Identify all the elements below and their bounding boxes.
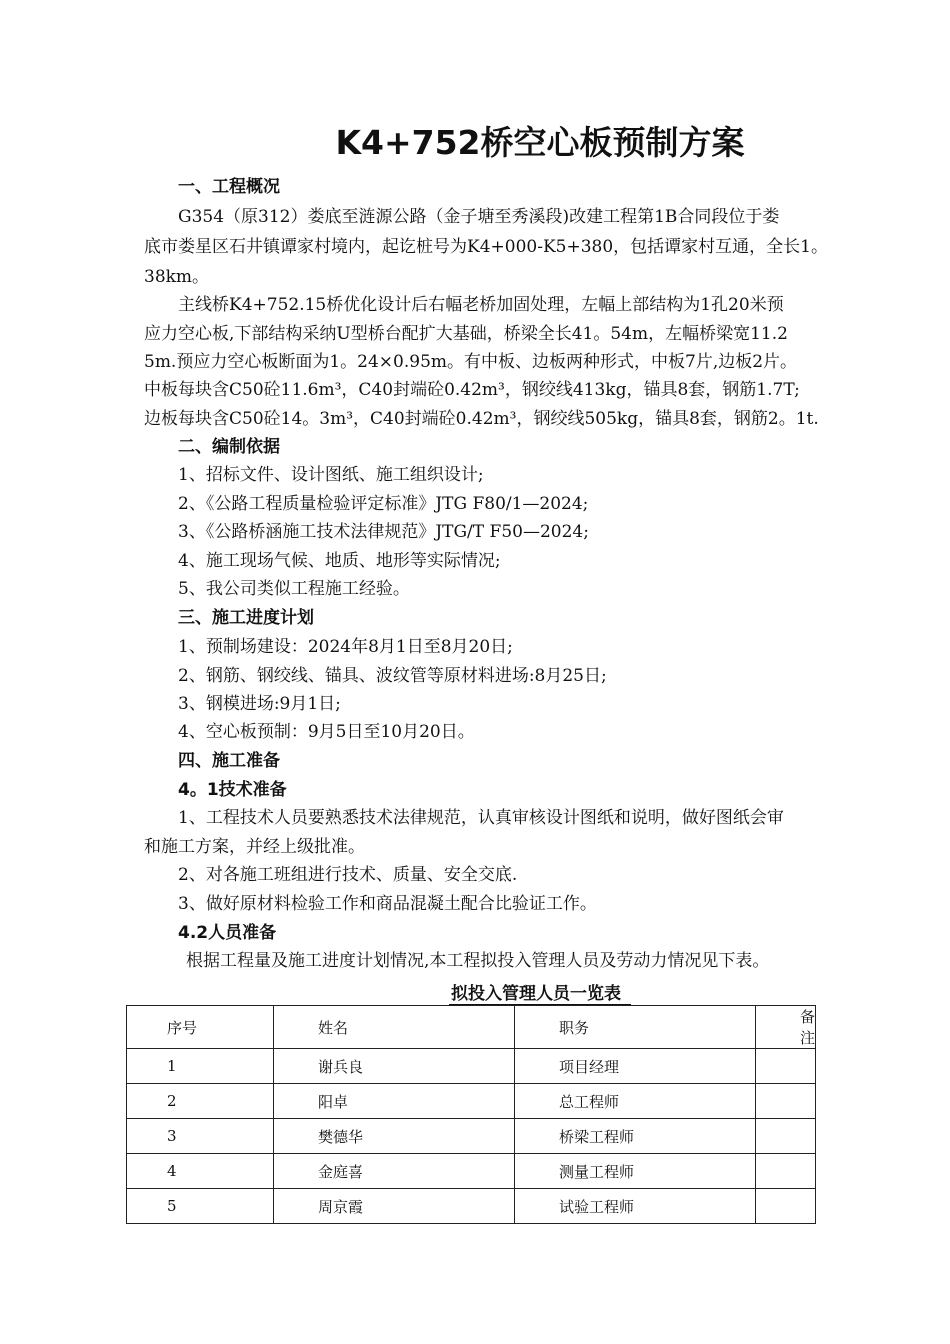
section-heading-preparation: 四、施工准备	[178, 751, 280, 771]
table-cell: 桥梁工程师	[514, 1119, 755, 1154]
table-cell	[755, 1084, 815, 1119]
paragraph-line: 3、做好原材料检验工作和商品混凝土配合比验证工作。	[178, 894, 597, 914]
table-row	[127, 1154, 816, 1189]
table-cell: 2	[127, 1084, 274, 1119]
table-cell	[755, 1049, 815, 1084]
table-cell: 5	[127, 1189, 274, 1224]
section-heading-schedule: 三、施工进度计划	[178, 608, 314, 628]
table-header-cell: 姓名	[273, 1006, 514, 1049]
table-cell: 金庭喜	[273, 1154, 514, 1189]
section-heading-overview: 一、工程概况	[178, 177, 280, 197]
subsection-heading-technical: 4。1技术准备	[178, 780, 287, 800]
table-header-cell: 职务	[514, 1006, 755, 1049]
paragraph-line: 和施工方案，并经上级批准。	[144, 837, 365, 857]
paragraph-line: 38km。	[144, 267, 210, 287]
paragraph-line: G354（原312）娄底至涟源公路（金子塘至秀溪段)改建工程第1B合同段位于娄	[178, 207, 780, 227]
subsection-heading-personnel: 4.2人员准备	[178, 923, 277, 943]
list-item: 5、我公司类似工程施工经验。	[178, 579, 410, 599]
table-row	[127, 1084, 816, 1119]
table-cell: 谢兵良	[273, 1049, 514, 1084]
table-row	[127, 1189, 816, 1224]
table-cell	[755, 1119, 815, 1154]
table-header-cell: 备注	[755, 1006, 815, 1049]
table-cell: 1	[127, 1049, 274, 1084]
table-cell	[755, 1189, 815, 1224]
personnel-table	[126, 1005, 816, 1224]
table-header-row	[127, 1006, 816, 1049]
list-item: 3、《公路桥涵施工技术法律规范》JTG/T F50—2024;	[178, 522, 589, 542]
paragraph-line: 5m.预应力空心板断面为1。24×0.95m。有中板、边板两种形式，中板7片,边板2片。	[144, 352, 798, 372]
document-title: K4+752桥空心板预制方案	[335, 123, 745, 162]
paragraph-line: 中板每块含C50砼11.6m³，C40封端砼0.42m³，钢绞线413kg，锚具8套，钢筋1.7T;	[144, 380, 800, 400]
paragraph-line: 1、工程技术人员要熟悉技术法律规范，认真审核设计图纸和说明，做好图纸会审	[178, 808, 784, 828]
table-header-cell: 序号	[127, 1006, 274, 1049]
table-cell: 阳卓	[273, 1084, 514, 1119]
table-caption-text: 拟投入管理人员一览表	[449, 984, 631, 1005]
list-item: 4、空心板预制：9月5日至10月20日。	[178, 722, 475, 742]
table-row	[127, 1119, 816, 1154]
table-cell: 项目经理	[514, 1049, 755, 1084]
paragraph-line: 边板每块含C50砼14。3m³，C40封端砼0.42m³，钢绞线505kg，锚具8套，钢筋2。1t.	[144, 409, 819, 429]
paragraph-line: 主线桥K4+752.15桥优化设计后右幅老桥加固处理，左幅上部结构为1孔20米预	[178, 295, 784, 315]
paragraph-line: 底市娄星区石井镇谭家村境内，起讫桩号为K4+000-K5+380，包括谭家村互通，全长1。	[144, 237, 828, 257]
paragraph-line: 根据工程量及施工进度计划情况,本工程拟投入管理人员及劳动力情况见下表。	[186, 951, 770, 971]
list-item: 3、钢模进场:9月1日;	[178, 694, 341, 714]
table-cell: 樊德华	[273, 1119, 514, 1154]
list-item: 1、预制场建设：2024年8月1日至8月20日;	[178, 637, 513, 657]
table-cell: 周京霞	[273, 1189, 514, 1224]
paragraph-line: 应力空心板,下部结构采纳U型桥台配扩大基础，桥梁全长41。54m，左幅桥梁宽11.2	[144, 324, 788, 344]
section-heading-basis: 二、编制依据	[178, 437, 280, 457]
paragraph-line: 2、对各施工班组进行技术、质量、安全交底.	[178, 865, 518, 885]
table-cell: 总工程师	[514, 1084, 755, 1119]
table-cell: 4	[127, 1154, 274, 1189]
table-row	[127, 1049, 816, 1084]
table-cell	[755, 1154, 815, 1189]
list-item: 2、《公路工程质量检验评定标准》JTG F80/1—2024;	[178, 494, 589, 514]
table-cell: 3	[127, 1119, 274, 1154]
list-item: 4、施工现场气候、地质、地形等实际情况;	[178, 551, 501, 571]
table-cell: 试验工程师	[514, 1189, 755, 1224]
table-caption	[0, 981, 950, 1007]
list-item: 1、招标文件、设计图纸、施工组织设计;	[178, 465, 484, 485]
list-item: 2、钢筋、钢绞线、锚具、波纹管等原材料进场:8月25日;	[178, 666, 607, 686]
table-cell: 测量工程师	[514, 1154, 755, 1189]
